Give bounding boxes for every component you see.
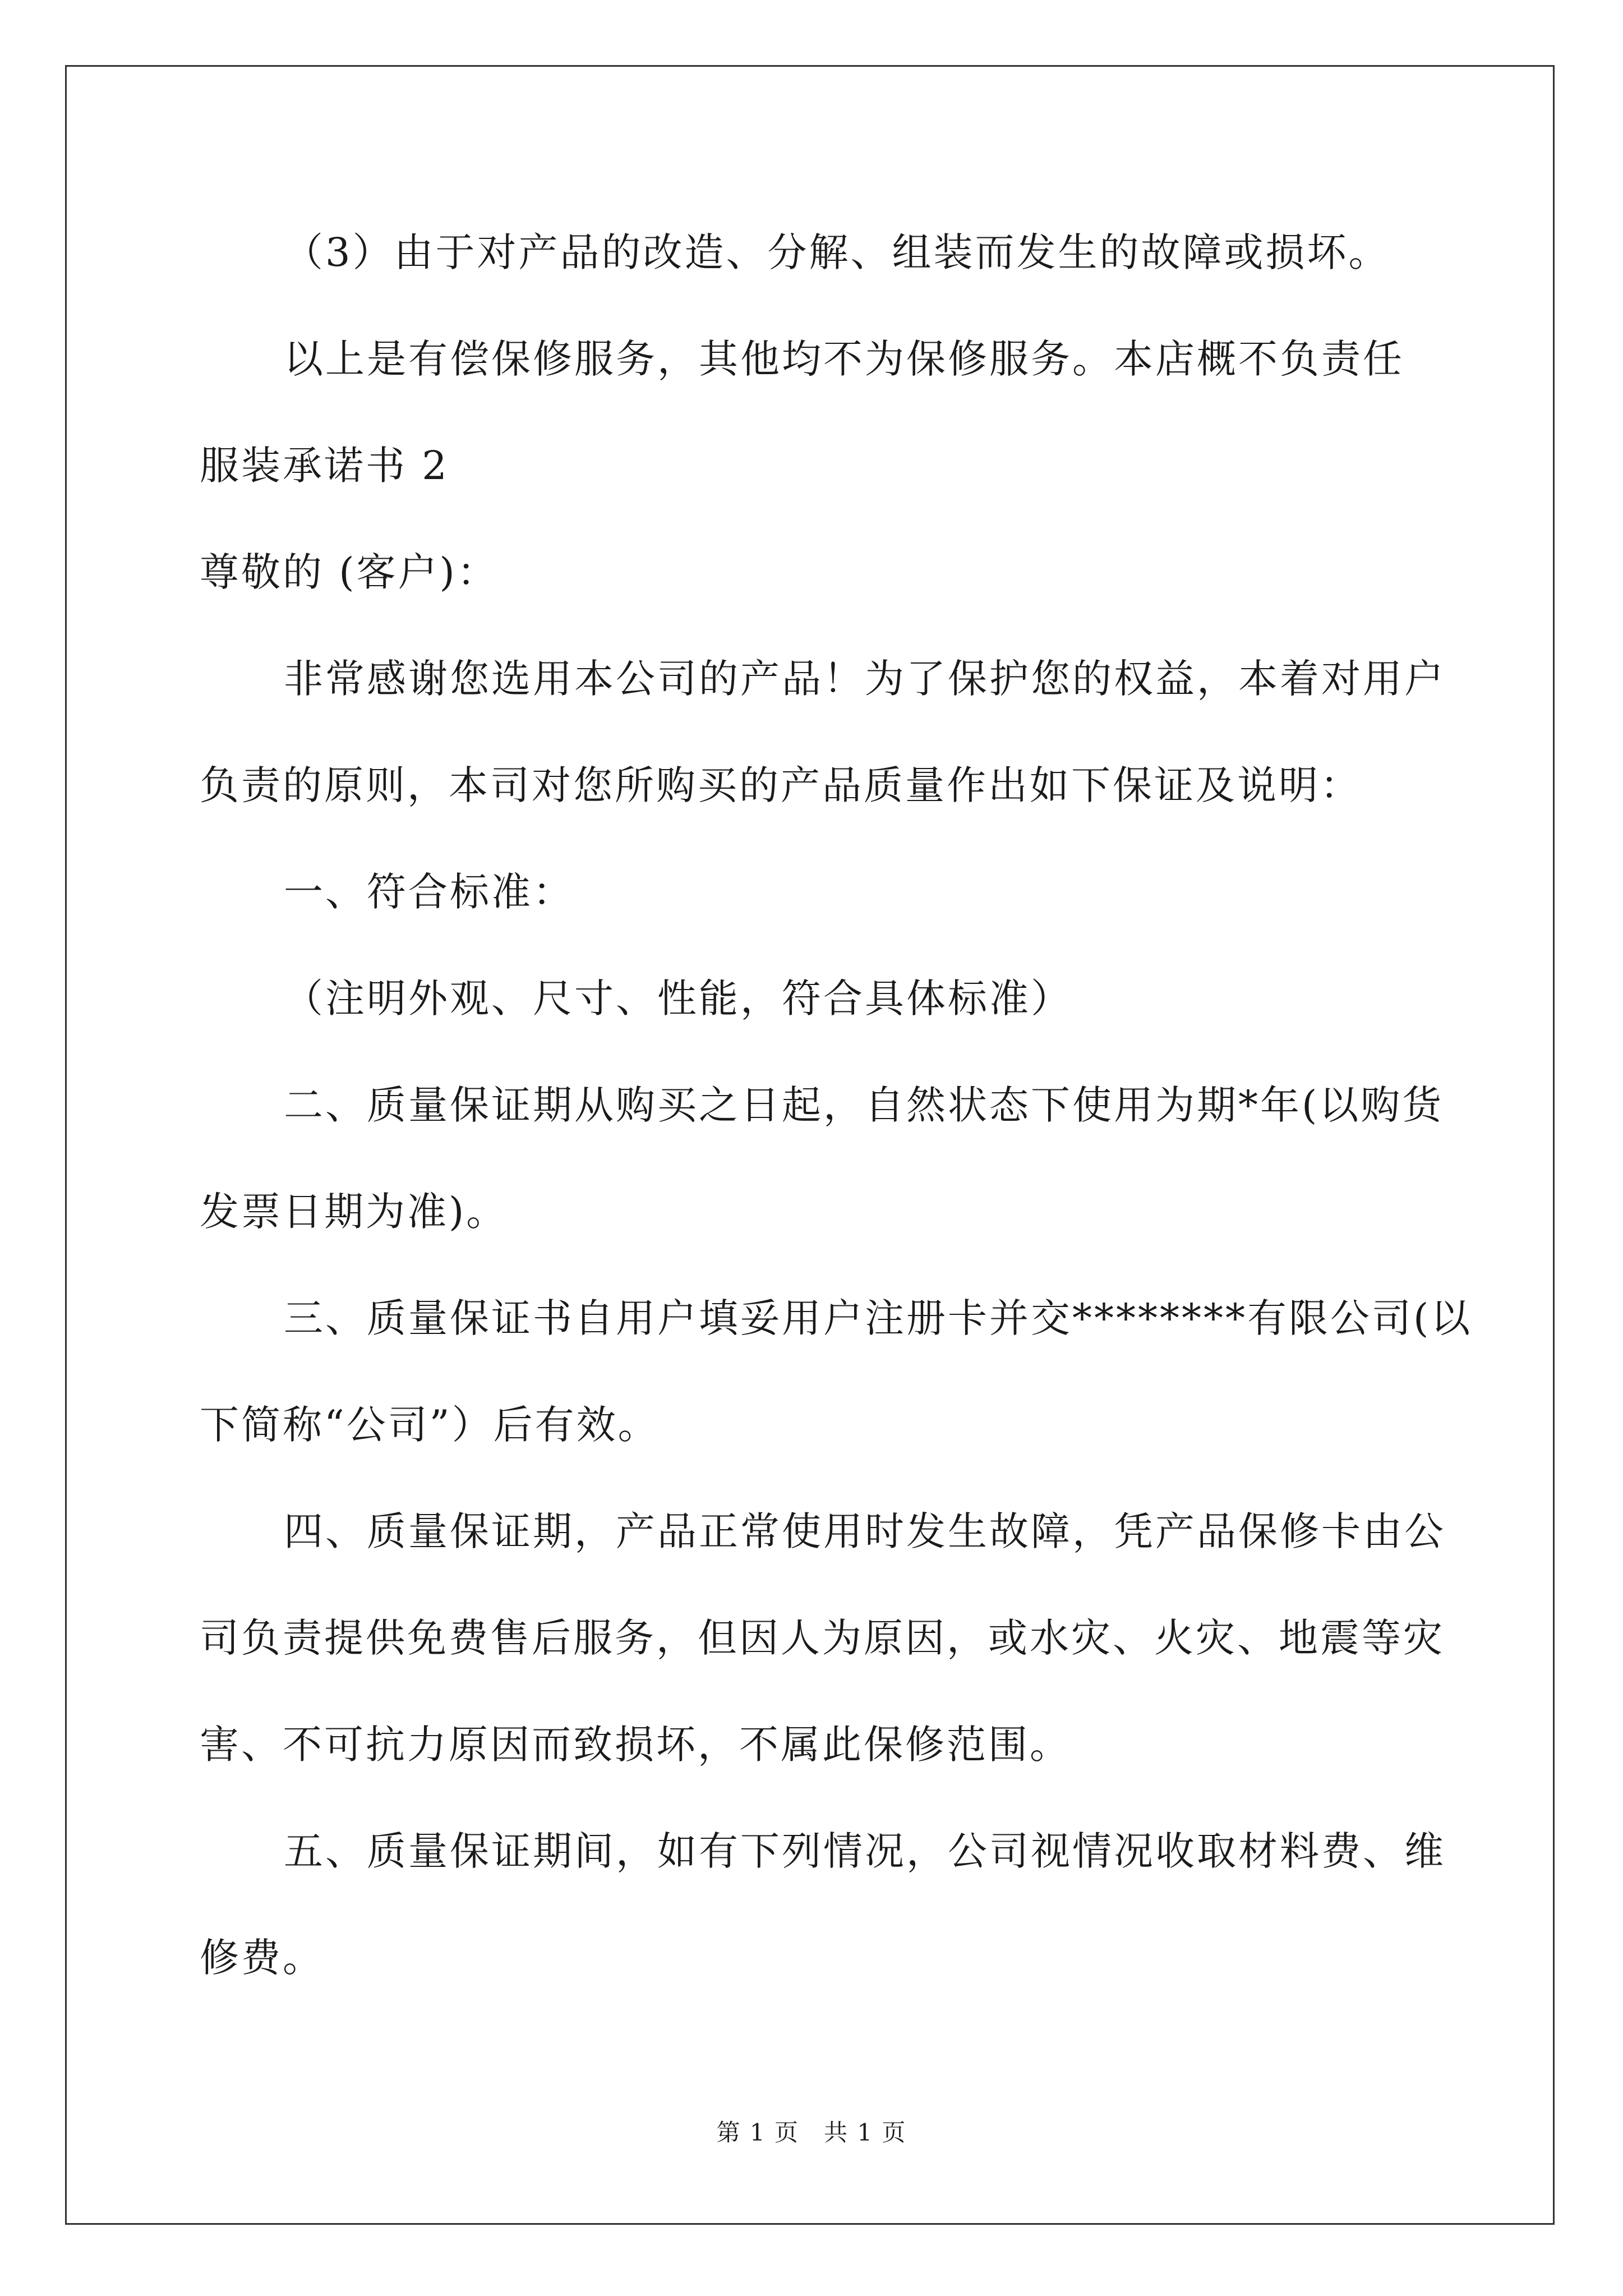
paragraph-line: 五、质量保证期间，如有下列情况，公司视情况收取材料费、维 (284, 1828, 1446, 1874)
salutation: 尊敬的 (客户)： (200, 549, 499, 595)
paragraph-line: 下简称“公司”）后有效。 (200, 1402, 660, 1448)
section-title: 服装承诺书 2 (200, 443, 449, 489)
paragraph-line: 非常感谢您选用本公司的产品！为了保护您的权益，本着对用户 (284, 656, 1446, 702)
paragraph-line: 害、不可抗力原因而致损坏，不属此保修范围。 (200, 1722, 1071, 1768)
paragraph-line: （注明外观、尺寸、性能，符合具体标准） (284, 976, 1072, 1022)
paragraph-line: 负责的原则，本司对您所购买的产品质量作出如下保证及说明： (200, 762, 1362, 808)
paragraph-line: 以上是有偿保修服务，其他均不为保修服务。本店概不负责任 (284, 336, 1404, 382)
paragraph-line: 发票日期为准)。 (200, 1189, 508, 1235)
paragraph-line: 一、符合标准： (284, 869, 574, 915)
paragraph-line: 三、质量保证书自用户填妥用户注册卡并交********有限公司(以 (284, 1295, 1473, 1341)
paragraph-line: 二、质量保证期从购买之日起，自然状态下使用为期*年(以购货 (284, 1082, 1444, 1128)
page-border (65, 65, 1555, 2225)
paragraph-line: 司负责提供免费售后服务，但因人为原因，或水灾、火灾、地震等灾 (200, 1615, 1445, 1661)
page-number: 第 1 页 共 1 页 (716, 2119, 907, 2146)
paragraph-line: 修费。 (200, 1935, 324, 1981)
paragraph-line: 四、质量保证期，产品正常使用时发生故障，凭产品保修卡由公 (284, 1508, 1446, 1554)
paragraph-line: （3）由于对产品的改造、分解、组装而发生的故障或损坏。 (284, 229, 1390, 275)
